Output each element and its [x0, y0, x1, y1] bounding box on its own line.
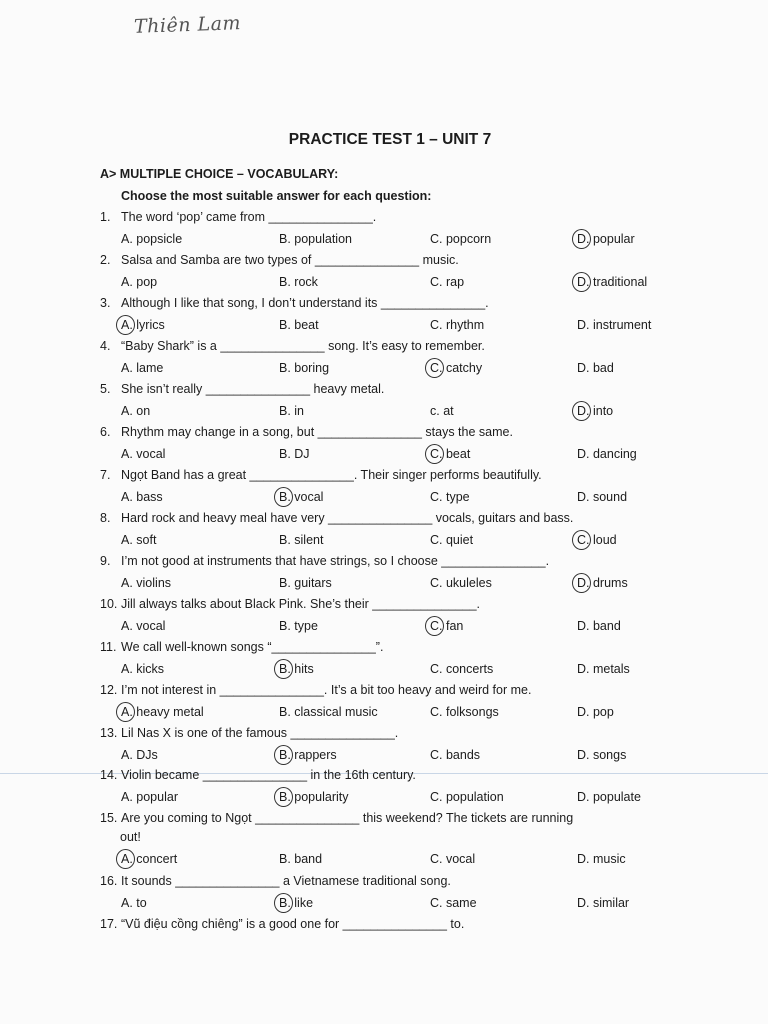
- question-6: [100, 425, 513, 439]
- option-label: B. vocal: [279, 490, 324, 504]
- option-label: C. rap: [430, 275, 465, 289]
- option-label: D. bad: [577, 361, 614, 375]
- option-a[interactable]: [121, 404, 150, 418]
- question-5: [100, 382, 384, 396]
- option-label: B. band: [279, 852, 323, 866]
- option-label: B. in: [279, 404, 305, 418]
- option-d[interactable]: [577, 662, 630, 676]
- answer-circle-mark: [572, 272, 591, 292]
- option-d[interactable]: [577, 619, 621, 633]
- option-label: C. population: [430, 790, 504, 804]
- section-heading: A> MULTIPLE CHOICE – VOCABULARY:: [100, 167, 339, 181]
- option-c[interactable]: [430, 318, 484, 332]
- option-label: A. lame: [121, 361, 164, 375]
- option-a[interactable]: [121, 790, 178, 804]
- option-label: B. DJ: [279, 447, 310, 461]
- option-c[interactable]: [430, 790, 504, 804]
- option-label: B. rappers: [279, 748, 337, 762]
- option-label: B. population: [279, 232, 352, 246]
- option-d[interactable]: [577, 361, 614, 375]
- question-number: 10.: [100, 597, 118, 611]
- option-d[interactable]: [577, 790, 641, 804]
- option-label: C. ukuleles: [430, 576, 492, 590]
- option-label: D. populate: [577, 790, 641, 804]
- option-b[interactable]: [279, 705, 378, 719]
- option-b[interactable]: [279, 748, 337, 762]
- instruction-text: Choose the most suitable answer for each question:: [121, 189, 432, 203]
- question-9: [100, 554, 549, 568]
- option-d[interactable]: [577, 533, 617, 547]
- option-label: A. heavy metal: [121, 705, 204, 719]
- option-label: A. kicks: [121, 662, 165, 676]
- option-b[interactable]: [279, 318, 319, 332]
- option-d[interactable]: [577, 576, 628, 590]
- question-text-continued: out!: [120, 830, 141, 844]
- question-number: 11.: [100, 640, 117, 654]
- option-label: A. soft: [121, 533, 157, 547]
- option-a[interactable]: [121, 852, 177, 866]
- option-label: C. vocal: [430, 852, 476, 866]
- option-label: C. quiet: [430, 533, 474, 547]
- option-label: B. hits: [279, 662, 314, 676]
- option-a[interactable]: [121, 447, 165, 461]
- option-label: B. silent: [279, 533, 324, 547]
- option-label: D. songs: [577, 748, 627, 762]
- option-label: C. beat: [430, 447, 471, 461]
- option-label: C. type: [430, 490, 470, 504]
- option-a[interactable]: [121, 748, 158, 762]
- option-label: D. similar: [577, 896, 630, 910]
- option-a[interactable]: [121, 318, 165, 332]
- option-a[interactable]: [121, 232, 182, 246]
- option-label: A. popular: [121, 790, 178, 804]
- question-17: [100, 917, 464, 931]
- question-8: [100, 511, 573, 525]
- option-b[interactable]: [279, 662, 314, 676]
- question-number: 14.: [100, 768, 118, 782]
- option-a[interactable]: [121, 361, 163, 375]
- answer-circle-mark: [274, 745, 293, 765]
- page-title: PRACTICE TEST 1 – UNIT 7: [288, 131, 492, 148]
- option-label: A. lyrics: [121, 318, 165, 332]
- option-a[interactable]: [121, 705, 204, 719]
- answer-circle-mark: [274, 893, 293, 913]
- answer-circle-mark: [572, 401, 591, 421]
- question-text: Are you coming to Ngọt _______________ this weekend? The tickets are running: [121, 811, 574, 825]
- option-b[interactable]: [279, 619, 318, 633]
- question-15: [100, 811, 573, 825]
- question-1: [100, 210, 376, 224]
- question-16: [100, 874, 451, 888]
- option-label: B. like: [279, 896, 314, 910]
- option-label: D. traditional: [577, 275, 648, 289]
- option-c[interactable]: [430, 447, 470, 461]
- option-label: D. pop: [577, 705, 614, 719]
- question-number: 13.: [100, 726, 118, 740]
- question-number: 1.: [100, 210, 111, 224]
- question-text: I’m not good at instruments that have strings, so I choose _______________.: [121, 554, 550, 568]
- option-c[interactable]: [430, 232, 491, 246]
- option-label: A. on: [121, 404, 151, 418]
- option-b[interactable]: [279, 232, 352, 246]
- question-number: 9.: [100, 554, 111, 568]
- option-a[interactable]: [121, 576, 171, 590]
- option-c[interactable]: [430, 852, 475, 866]
- option-c[interactable]: [430, 275, 464, 289]
- answer-circle-mark: [274, 787, 293, 807]
- option-d[interactable]: [577, 447, 637, 461]
- question-11: [100, 640, 383, 654]
- option-label: B. classical music: [279, 705, 378, 719]
- option-c[interactable]: [430, 576, 492, 590]
- option-label: D. dancing: [577, 447, 637, 461]
- option-c[interactable]: [430, 619, 463, 633]
- question-number: 4.: [100, 339, 111, 353]
- answer-circle-mark: [116, 849, 135, 869]
- option-c[interactable]: [430, 662, 493, 676]
- option-label: A. vocal: [121, 447, 166, 461]
- answer-circle-mark: [274, 487, 293, 507]
- option-d[interactable]: [577, 748, 626, 762]
- option-label: C. concerts: [430, 662, 494, 676]
- option-a[interactable]: [121, 490, 163, 504]
- option-c[interactable]: [430, 361, 482, 375]
- question-text: Violin became _______________ in the 16th century.: [121, 768, 416, 782]
- question-text: “Vũ điệu cồng chiêng” is a good one for _______________ to.: [121, 917, 465, 931]
- option-b[interactable]: [279, 576, 332, 590]
- question-4: [100, 339, 485, 353]
- option-label: D. sound: [577, 490, 628, 504]
- option-label: D. music: [577, 852, 626, 866]
- option-b[interactable]: [279, 852, 322, 866]
- option-b[interactable]: [279, 896, 313, 910]
- option-b[interactable]: [279, 533, 323, 547]
- option-c[interactable]: [430, 533, 473, 547]
- option-label: A. DJs: [121, 748, 158, 762]
- question-text: We call well-known songs “_______________”.: [121, 640, 384, 654]
- option-label: B. type: [279, 619, 318, 633]
- answer-circle-mark: [274, 659, 293, 679]
- option-b[interactable]: [279, 447, 310, 461]
- option-d[interactable]: [577, 490, 627, 504]
- option-label: C. folksongs: [430, 705, 499, 719]
- option-label: A. popsicle: [121, 232, 183, 246]
- question-number: 2.: [100, 253, 111, 267]
- answer-circle-mark: [425, 444, 444, 464]
- option-label: C. fan: [430, 619, 464, 633]
- question-text: Although I like that song, I don’t understand its _______________.: [121, 296, 489, 310]
- student-name-handwritten: Thiên Lam: [133, 12, 242, 38]
- option-d[interactable]: [577, 896, 629, 910]
- option-label: A. bass: [121, 490, 163, 504]
- answer-circle-mark: [572, 229, 591, 249]
- option-label: B. guitars: [279, 576, 332, 590]
- option-label: D. instrument: [577, 318, 652, 332]
- question-number: 3.: [100, 296, 111, 310]
- option-b[interactable]: [279, 275, 318, 289]
- option-a[interactable]: [121, 662, 164, 676]
- option-label: D. drums: [577, 576, 628, 590]
- option-d[interactable]: [577, 232, 635, 246]
- option-a[interactable]: [121, 275, 157, 289]
- option-b[interactable]: [279, 490, 323, 504]
- answer-circle-mark: [116, 702, 135, 722]
- option-c[interactable]: [430, 896, 477, 910]
- option-b[interactable]: [279, 361, 329, 375]
- question-10: [100, 597, 480, 611]
- option-label: A. vocal: [121, 619, 166, 633]
- answer-circle-mark: [116, 315, 135, 335]
- option-label: C. same: [430, 896, 477, 910]
- question-14: [100, 768, 416, 782]
- option-label: B. popularity: [279, 790, 349, 804]
- question-number: 8.: [100, 511, 111, 525]
- option-c[interactable]: [430, 748, 480, 762]
- question-number: 15.: [100, 811, 118, 825]
- option-a[interactable]: [121, 619, 165, 633]
- option-c[interactable]: [430, 705, 499, 719]
- question-text: She isn’t really _______________ heavy metal.: [121, 382, 385, 396]
- question-7: [100, 468, 542, 482]
- question-number: 16.: [100, 874, 118, 888]
- question-number: 17.: [100, 917, 118, 931]
- option-d[interactable]: [577, 705, 614, 719]
- question-text: I’m not interest in _______________. It’s a bit too heavy and weird for me.: [121, 683, 532, 697]
- option-a[interactable]: [121, 896, 147, 910]
- question-3: [100, 296, 489, 310]
- option-d[interactable]: [577, 275, 647, 289]
- option-label: C. popcorn: [430, 232, 492, 246]
- question-12: [100, 683, 531, 697]
- question-text: Jill always talks about Black Pink. She’s their _______________.: [121, 597, 481, 611]
- option-d[interactable]: [577, 852, 626, 866]
- option-label: C. loud: [577, 533, 617, 547]
- option-b[interactable]: [279, 404, 304, 418]
- question-text: Lil Nas X is one of the famous _______________.: [121, 726, 399, 740]
- question-text: Hard rock and heavy meal have very _______________ vocals, guitars and bass.: [121, 511, 574, 525]
- question-text: Rhythm may change in a song, but _______________ stays the same.: [121, 425, 513, 439]
- question-number: 12.: [100, 683, 118, 697]
- question-number: 5.: [100, 382, 111, 396]
- option-label: B. boring: [279, 361, 330, 375]
- option-label: A. violins: [121, 576, 172, 590]
- question-text: Salsa and Samba are two types of _______________ music.: [121, 253, 459, 267]
- option-label: D. popular: [577, 232, 635, 246]
- option-d[interactable]: [577, 318, 651, 332]
- option-label: A. to: [121, 896, 147, 910]
- option-label: D. into: [577, 404, 614, 418]
- option-label: c. at: [430, 404, 454, 418]
- option-label: D. band: [577, 619, 621, 633]
- answer-circle-mark: [572, 530, 591, 550]
- option-c[interactable]: [430, 490, 470, 504]
- option-b[interactable]: [279, 790, 348, 804]
- option-label: A. concert: [121, 852, 178, 866]
- answer-circle-mark: [572, 573, 591, 593]
- answer-circle-mark: [425, 616, 444, 636]
- option-d[interactable]: [577, 404, 613, 418]
- question-2: [100, 253, 459, 267]
- question-text: Ngọt Band has a great _______________. Their singer performs beautifully.: [121, 468, 542, 482]
- question-text: “Baby Shark” is a _______________ song. It’s easy to remember.: [121, 339, 485, 353]
- question-text: It sounds _______________ a Vietnamese traditional song.: [121, 874, 451, 888]
- option-label: C. bands: [430, 748, 481, 762]
- question-text: The word ‘pop’ came from _______________.: [121, 210, 377, 224]
- option-label: B. rock: [279, 275, 318, 289]
- option-label: C. rhythm: [430, 318, 485, 332]
- question-number: 6.: [100, 425, 111, 439]
- answer-circle-mark: [425, 358, 444, 378]
- question-number: 7.: [100, 468, 111, 482]
- option-label: C. catchy: [430, 361, 483, 375]
- question-13: [100, 726, 398, 740]
- option-c[interactable]: [430, 404, 454, 418]
- option-label: B. beat: [279, 318, 319, 332]
- option-a[interactable]: [121, 533, 156, 547]
- option-label: A. pop: [121, 275, 158, 289]
- option-label: D. metals: [577, 662, 630, 676]
